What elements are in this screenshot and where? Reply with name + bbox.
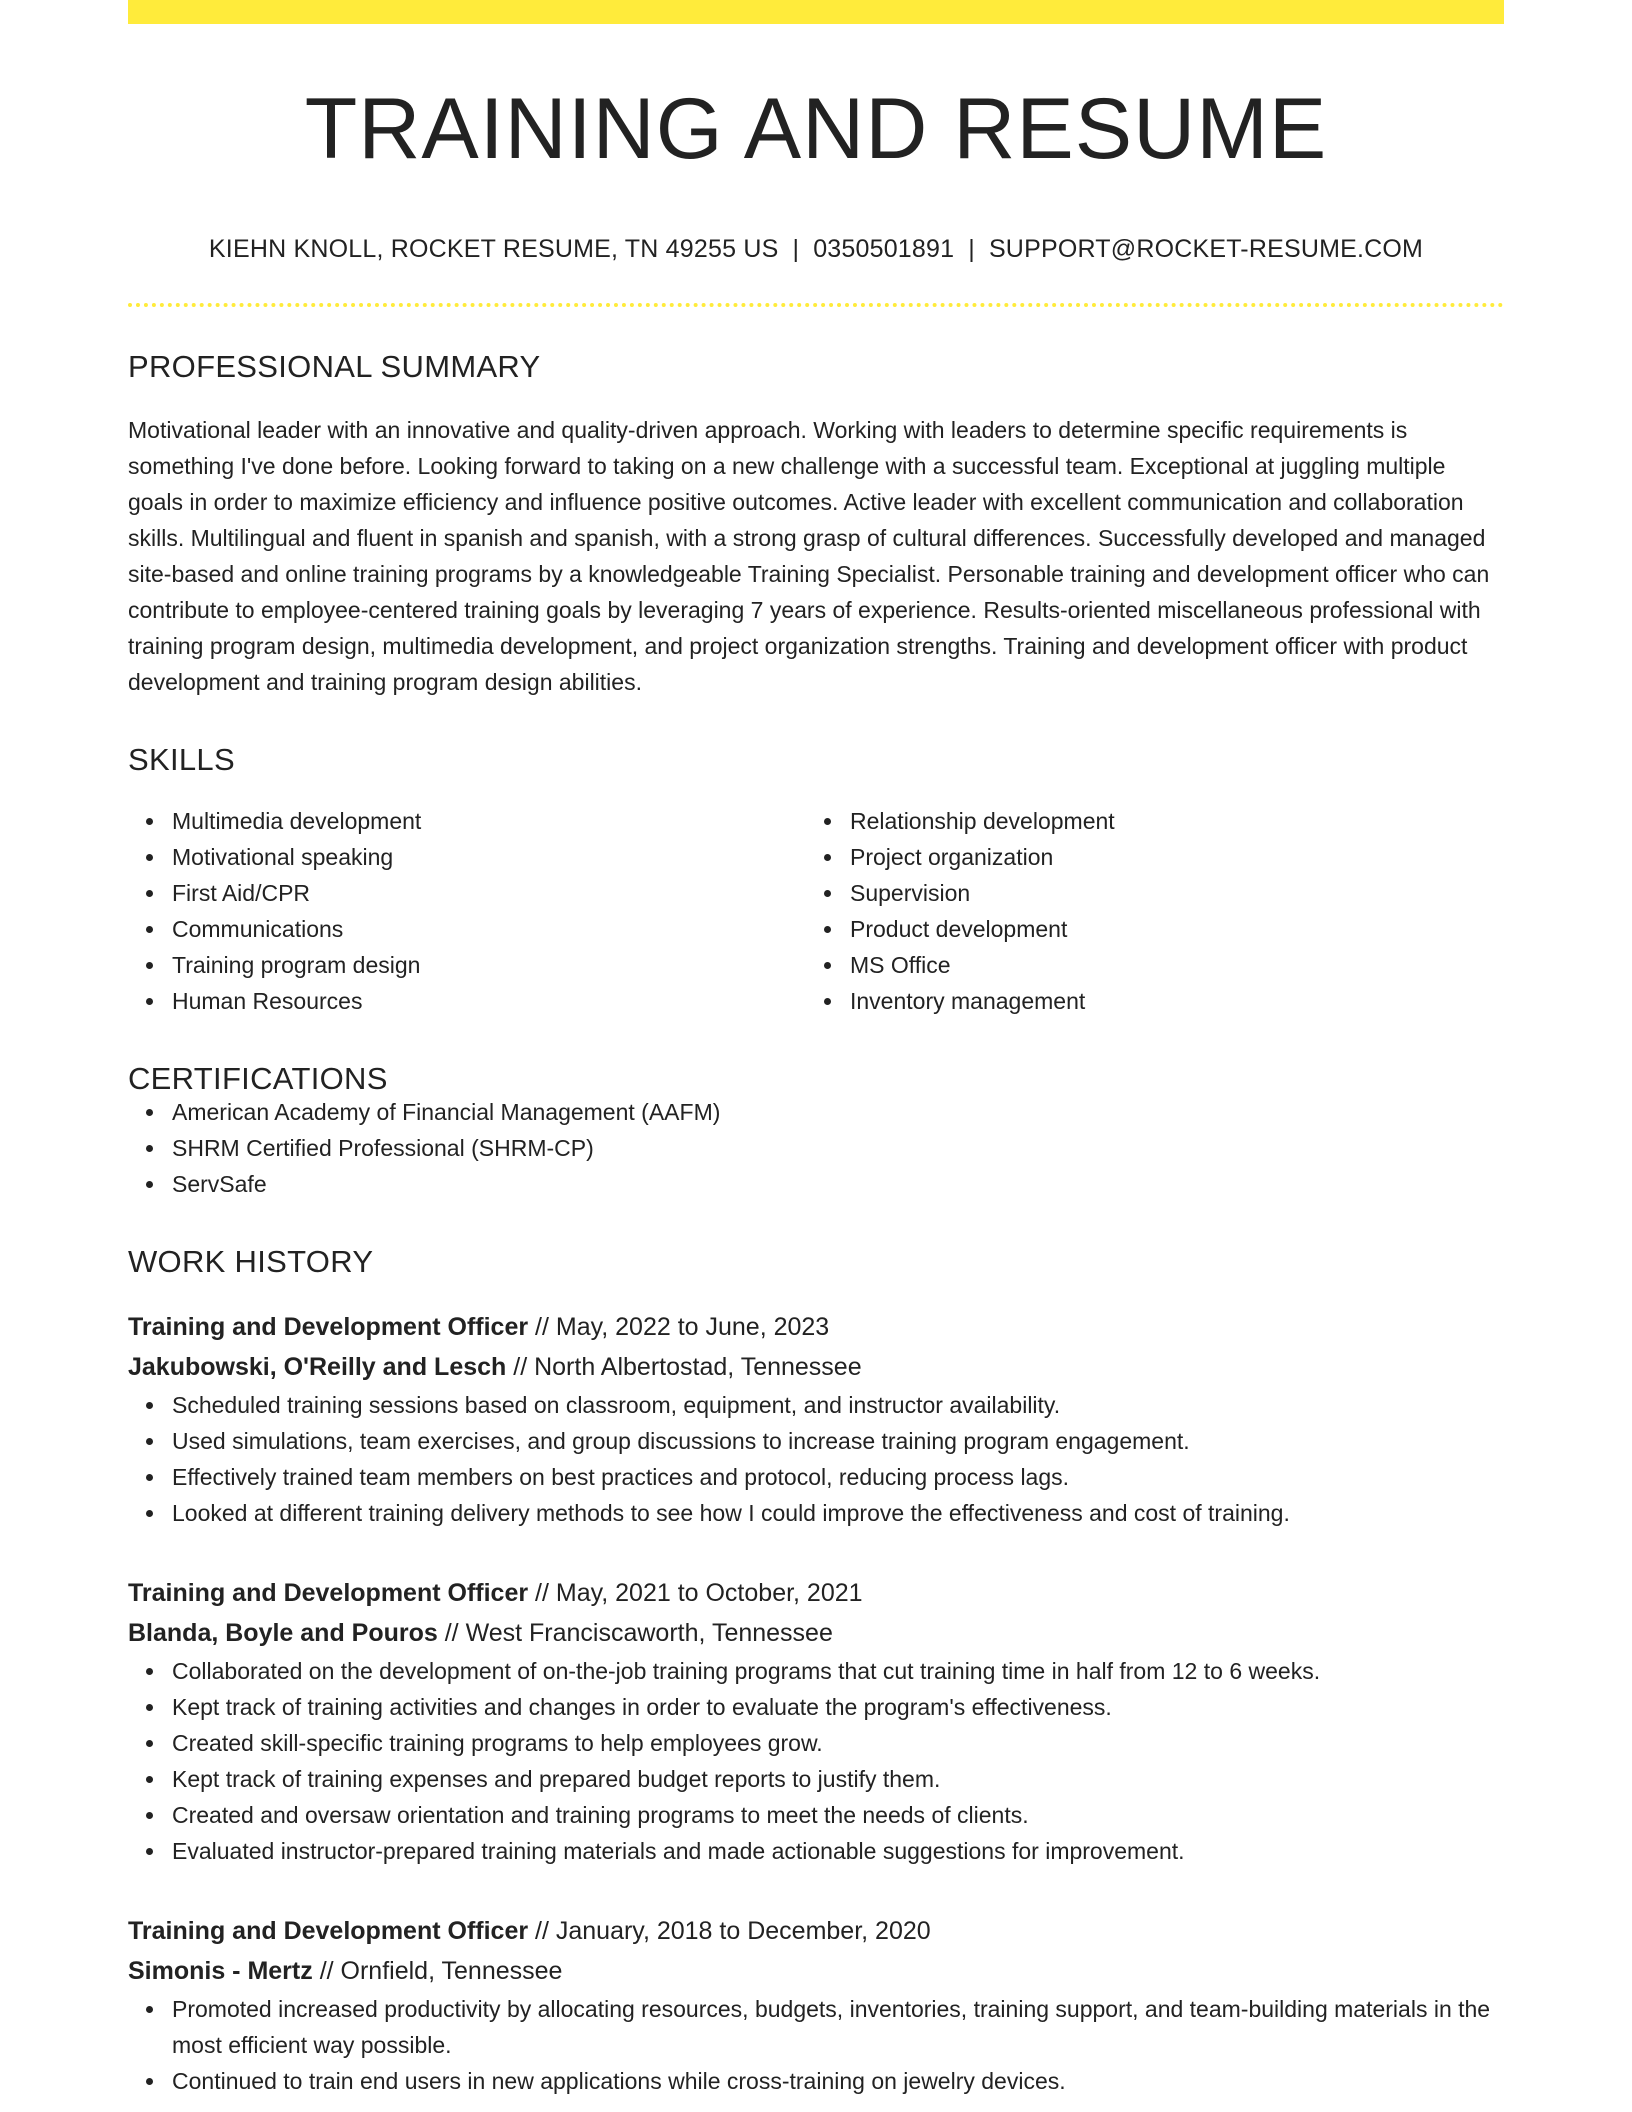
skill-item: Human Resources [172,983,806,1019]
job-bullet-item: Used simulations, team exercises, and group discussions to increase training program engagement. [172,1423,1504,1459]
skills-heading: SKILLS [128,742,235,777]
work-history-list [128,1307,1504,2099]
skill-item: Motivational speaking [172,839,806,875]
contact-separator: | [968,235,975,263]
resume-name: TRAINING AND RESUME [304,81,1328,177]
certification-item: American Academy of Financial Management (AAFM) [172,1094,1504,1130]
job-role: Training and Development Officer [128,1579,529,1607]
job-bullet-item: Evaluated instructor-prepared training materials and made actionable suggestions for improvement. [172,1833,1504,1869]
job-dates: // January, 2018 to December, 2020 [535,1917,931,1945]
skill-item: First Aid/CPR [172,875,806,911]
skills-list-right [806,803,1484,1019]
job-location: // North Albertostad, Tennessee [513,1353,862,1381]
job-bullet-item: Collaborated on the development of on-the-job training programs that cut training time in half from 12 to 6 weeks. [172,1653,1504,1689]
top-accent-bar [128,0,1504,24]
contact-separator: | [792,235,800,263]
job-company-line [128,1613,1504,1653]
skill-item: Relationship development [850,803,1484,839]
job-location: // West Franciscaworth, Tennessee [444,1619,833,1647]
job-entry [128,1573,1504,1869]
job-bullet-item: Kept track of training activities and changes in order to evaluate the program's effectiveness. [172,1689,1504,1725]
job-title-line [128,1307,1504,1347]
skills-list-left [128,803,806,1019]
job-title-line [128,1573,1504,1613]
summary-text: Motivational leader with an innovative and quality-driven approach. Working with leaders to determine specific requirements is something I've done before. Looking forward to taking on a new challenge with a successful team. Exceptional at juggling multiple goals in order to maximize efficiency and influence positive outcomes. Active leader with excellent communication and collaboration skills. Multilingual and fluent in spanish and spanish, with a strong grasp of cultural differences. Successfully developed and managed site-based and online training programs by a knowledgeable Training Specialist. Personable training and development officer who can contribute to employee-centered training goals by leveraging 7 years of experience. Results-oriented miscellaneous professional with training program design, multimedia development, and project organization strengths. Training and development officer with product development and training program design abilities. [128,417,1490,695]
certification-item: SHRM Certified Professional (SHRM-CP) [172,1130,1504,1166]
skill-item: Training program design [172,947,806,983]
skills-column-left [128,803,806,1019]
job-company-line [128,1347,1504,1387]
certification-item: ServSafe [172,1166,1504,1202]
job-bullet-item: Kept track of training expenses and prepared budget reports to justify them. [172,1761,1504,1797]
job-bullet-item: Effectively trained team members on best practices and protocol, reducing process lags. [172,1459,1504,1495]
skill-item: Communications [172,911,806,947]
resume-page [128,0,1504,2099]
summary-heading: PROFESSIONAL SUMMARY [128,349,541,384]
skill-item: MS Office [850,947,1484,983]
job-bullet-list [128,1653,1504,1869]
job-company: Blanda, Boyle and Pouros [128,1619,438,1647]
job-bullet-item: Created skill-specific training programs to help employees grow. [172,1725,1504,1761]
header-divider [128,303,1504,307]
job-bullet-item: Looked at different training delivery methods to see how I could improve the effectiveness and cost of training. [172,1495,1504,1531]
certifications-heading: CERTIFICATIONS [128,1061,388,1096]
contact-address: KIEHN KNOLL, ROCKET RESUME, TN 49255 US [208,235,779,263]
job-entry [128,1307,1504,1531]
skill-item: Supervision [850,875,1484,911]
job-dates: // May, 2021 to October, 2021 [535,1579,863,1607]
job-bullet-list [128,1991,1504,2099]
certifications-list [128,1094,1504,1202]
job-bullet-item: Continued to train end users in new applications while cross-training on jewelry devices. [172,2063,1504,2099]
contact-email[interactable]: SUPPORT@ROCKET-RESUME.COM [988,235,1424,263]
job-role: Training and Development Officer [128,1313,529,1341]
contact-line [128,234,1504,264]
job-dates: // May, 2022 to June, 2023 [535,1313,830,1341]
job-location: // Ornfield, Tennessee [319,1957,563,1985]
job-bullet-item: Scheduled training sessions based on classroom, equipment, and instructor availability. [172,1387,1504,1423]
contact-phone: 0350501891 [813,235,955,263]
job-role: Training and Development Officer [128,1917,529,1945]
job-company-line [128,1951,1504,1991]
job-bullet-item: Promoted increased productivity by allocating resources, budgets, inventories, training support, and team-building materials in the most efficient way possible. [172,1991,1504,2063]
skill-item: Product development [850,911,1484,947]
skill-item: Project organization [850,839,1484,875]
skills-grid [128,803,1504,1019]
job-company: Jakubowski, O'Reilly and Lesch [128,1353,507,1381]
job-entry [128,1911,1504,2099]
skills-column-right [806,803,1484,1019]
job-company: Simonis - Mertz [128,1957,313,1985]
job-title-line [128,1911,1504,1951]
skill-item: Inventory management [850,983,1484,1019]
work-history-heading: WORK HISTORY [128,1244,374,1279]
skill-item: Multimedia development [172,803,806,839]
job-bullet-item: Created and oversaw orientation and training programs to meet the needs of clients. [172,1797,1504,1833]
job-bullet-list [128,1387,1504,1531]
